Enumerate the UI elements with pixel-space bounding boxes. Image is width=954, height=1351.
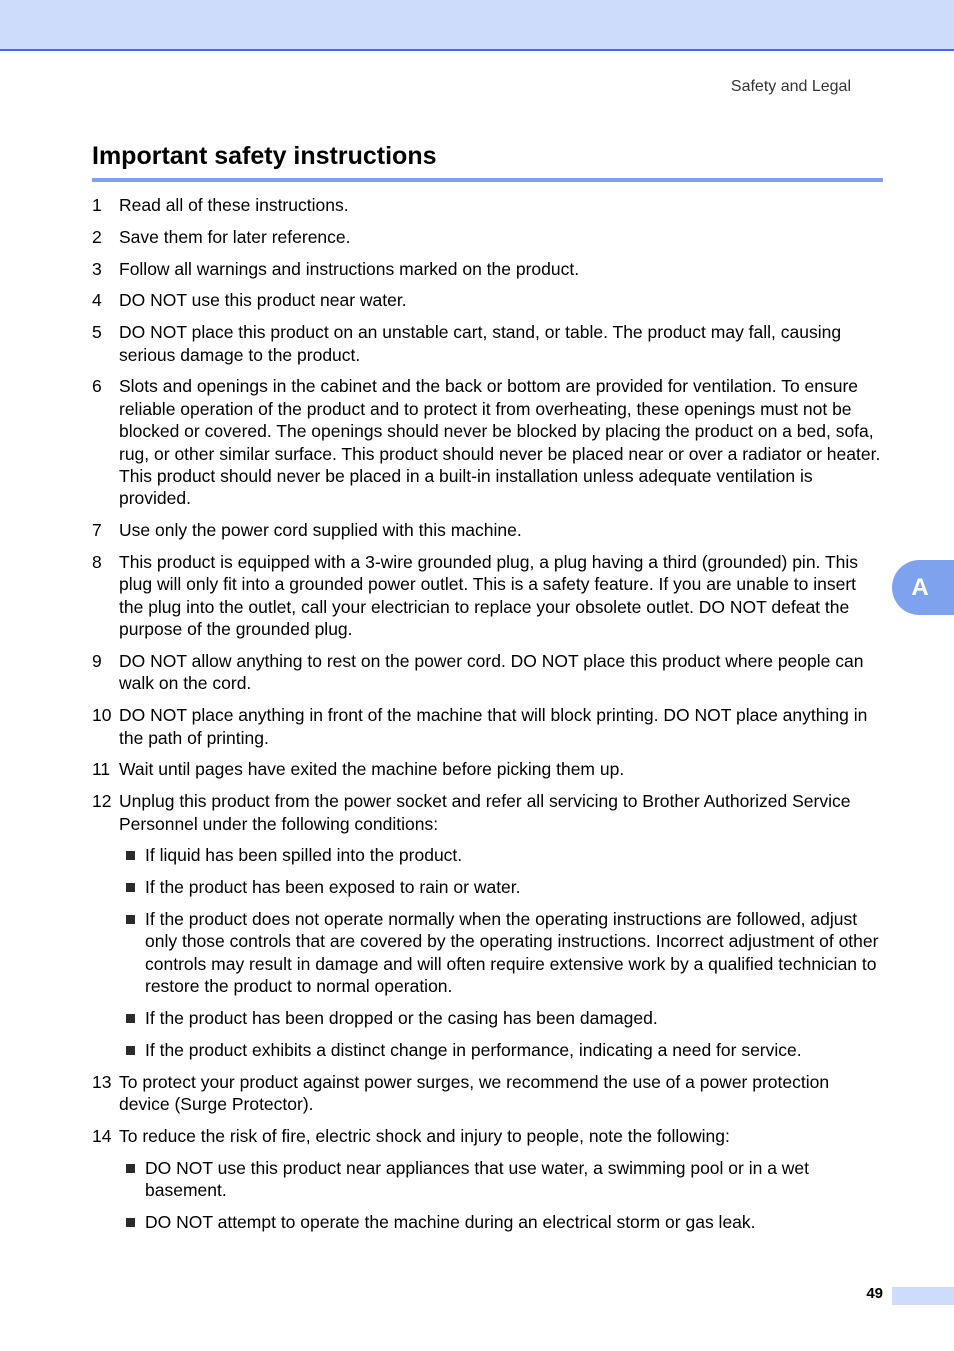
item-text: Read all of these instructions. [119,195,349,215]
sub-item-text: If liquid has been spilled into the product. [145,845,463,866]
item-number: 9 [92,651,102,672]
item-number: 1 [92,195,102,215]
item-text: DO NOT place anything in front of the machine that will block printing. DO NOT place anything in the path of printing. [119,705,868,748]
item-number: 13 [92,1071,112,1092]
sub-list-item [119,1157,883,1202]
square-bullet-icon [126,851,135,860]
list-item [92,194,883,216]
sub-item-text: If the product has been dropped or the casing has been damaged. [145,1008,658,1029]
sub-item-text: If the product has been exposed to rain or water. [145,877,521,898]
list-item [92,375,883,509]
item-number: 12 [92,791,112,812]
list-item [92,650,883,695]
sub-list-item [119,876,883,898]
list-item [92,226,883,248]
list-item [92,551,883,641]
item-number: 3 [92,258,102,279]
list-item [92,289,883,311]
item-number: 5 [92,322,102,343]
square-bullet-icon [126,1164,135,1173]
item-number: 7 [92,520,102,541]
square-bullet-icon [126,1046,135,1055]
item-text: To protect your product against power surges, we recommend the use of a power protection device (Surge Protector). [119,1071,830,1115]
item-text: DO NOT allow anything to rest on the power cord. DO NOT place this product where people can walk on the cord. [119,651,864,694]
title-underline [92,178,883,182]
list-item [92,1125,883,1233]
item-text: DO NOT use this product near water. [119,290,407,311]
square-bullet-icon [126,1014,135,1023]
section-title: Important safety instructions [92,142,437,170]
item-text: DO NOT place this product on an unstable cart, stand, or table. The product may fall, causing serious damage to the product. [119,322,842,365]
item-text: Slots and openings in the cabinet and the back or bottom are provided for ventilation. To ensure reliable operation of the product and to protect it from overheating, these openings must not be blocked or covered. The openings should never be blocked by placing the product on a bed, sofa, rug, or other similar surface. This product should never be placed near or over a radiator or heater. This product should never be placed in a built-in installation unless adequate ventilation is provided. [119,376,881,509]
header-band [0,0,954,51]
chapter-tab [892,560,954,615]
sub-item-text: If the product exhibits a distinct change in performance, indicating a need for service. [145,1039,802,1060]
sub-list [119,1157,883,1234]
list-item [92,258,883,280]
item-number: 8 [92,552,102,573]
list-item [92,790,883,1061]
item-text: To reduce the risk of fire, electric shock and injury to people, note the following: [119,1125,730,1146]
item-number: 6 [92,376,102,397]
item-text: Use only the power cord supplied with this machine. [119,520,522,541]
list-item [92,519,883,541]
item-number: 11 [92,759,111,780]
list-item [92,321,883,366]
footer-tab [892,1287,954,1305]
chapter-tab-label: A [911,573,929,601]
item-number: 10 [92,705,112,726]
sub-item-text: If the product does not operate normally when the operating instructions are followed, adjust only those controls that are covered by the operating instructions. Incorrect adjustment of other controls may result in damage and will often require extensive work by a qualified technician to restore the product to normal operation. [145,909,879,997]
item-text: Save them for later reference. [119,226,351,247]
sub-list-item [119,1211,883,1233]
item-text: This product is equipped with a 3-wire grounded plug, a plug having a third (grounded) pin. This plug will only fit into a grounded power outlet. This is a safety feature. If you are unable to insert the plug into the outlet, call your electrician to replace your obsolete outlet. DO NOT defeat the purpose of the grounded plug. [119,552,859,640]
sub-list [119,844,883,1061]
list-item [92,704,883,749]
list-item [92,758,883,780]
running-header: Safety and Legal [730,78,851,95]
list-item [92,1071,883,1116]
sub-list-item [119,908,883,998]
square-bullet-icon [126,1218,135,1227]
item-number: 2 [92,226,102,247]
sub-list-item [119,1007,883,1029]
sub-list-item [119,1039,883,1061]
square-bullet-icon [126,915,135,924]
sub-item-text: DO NOT attempt to operate the machine during an electrical storm or gas leak. [145,1211,756,1232]
item-text: Follow all warnings and instructions marked on the product. [119,258,580,279]
square-bullet-icon [126,883,135,892]
item-text: Unplug this product from the power socket and refer all servicing to Brother Authorized Service Personnel under the following conditions: [119,791,851,834]
item-number: 4 [92,290,102,311]
page-number: 49 [866,1285,883,1302]
item-text: Wait until pages have exited the machine before picking them up. [119,759,625,780]
instructions-list [92,194,883,1243]
sub-item-text: DO NOT use this product near appliances that use water, a swimming pool or in a wet basement. [145,1157,810,1201]
sub-list-item [119,844,883,866]
item-number: 14 [92,1125,112,1146]
